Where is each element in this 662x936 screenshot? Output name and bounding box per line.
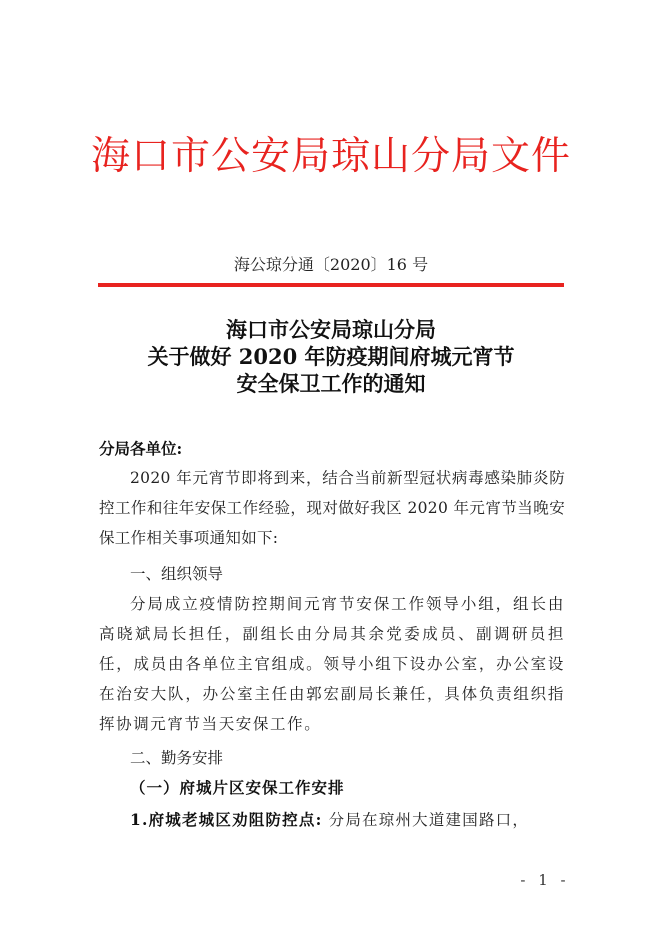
- addressee: 分局各单位:: [99, 439, 183, 458]
- section-1-paragraph: 分局成立疫情防控期间元宵节安保工作领导小组，组长由高晓斌局长担任，副组长由分局其余党委成员、副调研员担任，成员由各单位主官组成。领导小组下设办公室，办公室设在治安大队，办公室主任由郭宏副局长兼任，具体负责组织指挥协调元宵节当天安保工作。: [99, 595, 565, 733]
- item-1-lead: 1.府城老城区劝阻防控点:: [130, 810, 323, 829]
- document-number: 海公琼分通〔2020〕16 号: [233, 255, 429, 274]
- document-title: [0, 316, 662, 397]
- page-number: - 1 -: [520, 871, 570, 889]
- intro-paragraph: 2020 年元宵节即将到来，结合当前新型冠状病毒感染肺炎防控工作和往年安保工作经验，现对做好我区 2020 年元宵节当晚安保工作相关事项通知如下:: [99, 469, 565, 547]
- title-line-2: 关于做好 2020 年防疫期间府城元宵节: [147, 344, 515, 369]
- section-1-heading: 一、组织领导: [130, 565, 224, 583]
- title-line-3: 安全保卫工作的通知: [236, 371, 426, 396]
- title-line-1: 海口市公安局琼山分局: [226, 317, 436, 342]
- item-1-text: 分局在琼州大道建国路口，: [322, 811, 530, 829]
- section-2-heading: 二、勤务安排: [130, 749, 224, 767]
- red-divider-line: [98, 283, 564, 287]
- issuer-title: 海口市公安局琼山分局文件: [90, 134, 571, 179]
- item-1-paragraph: [99, 805, 565, 835]
- subsection-1-heading: （一）府城片区安保工作安排: [130, 778, 345, 797]
